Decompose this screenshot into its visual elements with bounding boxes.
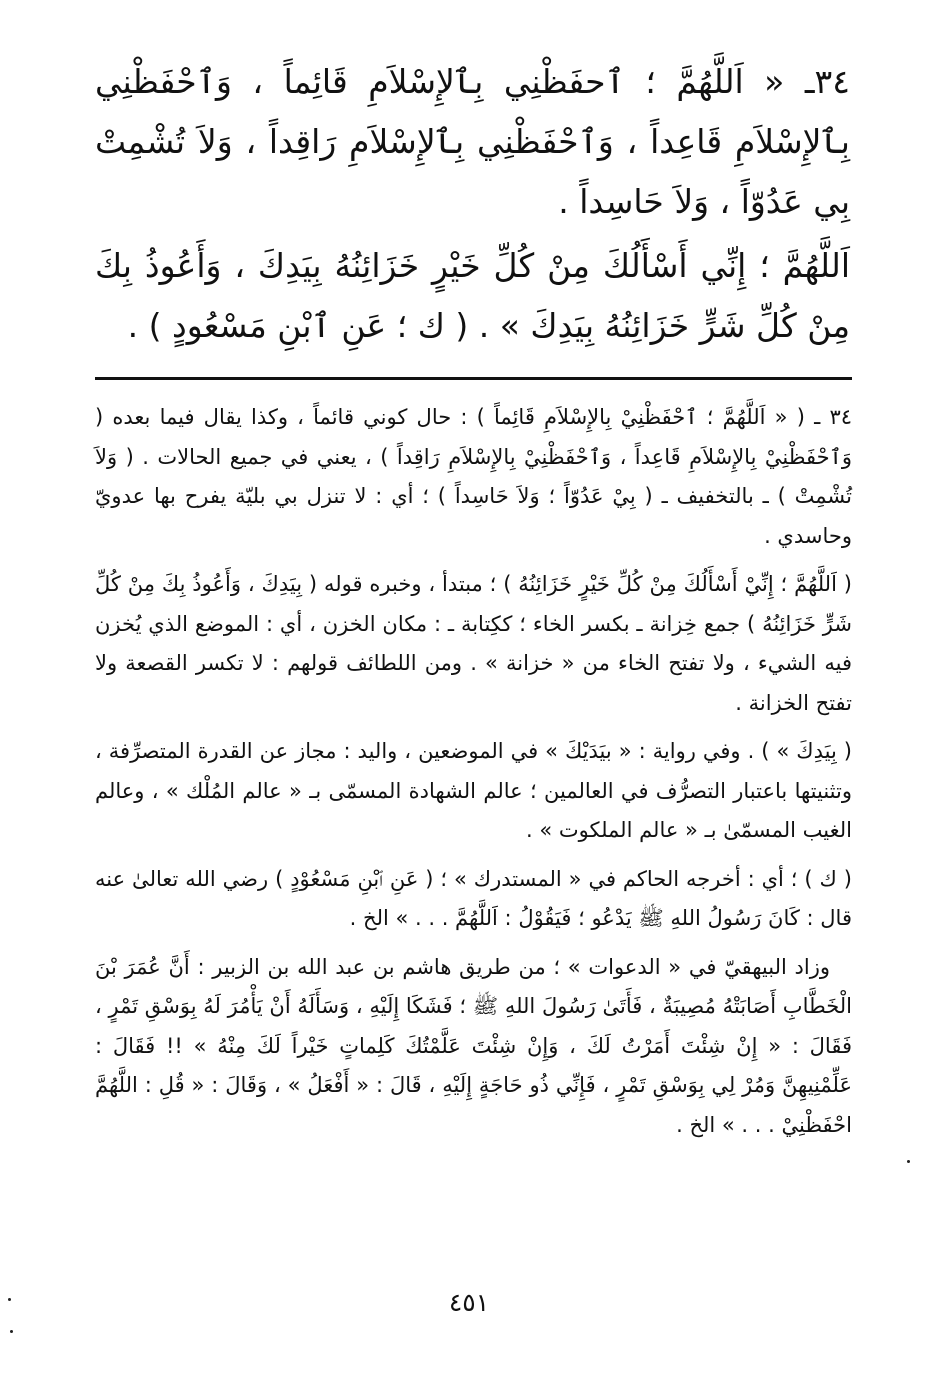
scan-speck — [10, 1330, 13, 1333]
page-number: ٤٥١ — [448, 1288, 490, 1317]
dua-paragraph: اَللَّهُمَّ ؛ إِنِّي أَسْأَلُكَ مِنْ كُلِّ خَيْرٍ خَزَائِنُهُ بِيَدِكَ ، وَأَعُوذُ بِكَ مِنْ كُلِّ شَرٍّ خَزَائِنُهُ بِيَدِكَ » . ( ك ؛ عَنِ ٱبْنِ مَسْعُودٍ ) . — [95, 246, 850, 345]
commentary-paragraph: ( بِيَدِكَ » ) . وفي رواية : « بيَدَيْكَ » في الموضعين ، واليد : مجاز عن القدرة المتصرِّفة ، وتثنيتها باعتبار التصرُّف في العالمين ؛ عالم الشهادة المسمّى بـ « عالم المُلْك » ، وعالم الغيب المسمّىٰ بـ « عالم الملكوت » . — [95, 739, 852, 842]
scan-speck — [907, 1160, 910, 1163]
commentary-paragraph: ( ك ) ؛ أي : أخرجه الحاكم في « المستدرك » ؛ ( عَنِ ٱبْنِ مَسْعُوْدٍ ) رضي الله تعالىٰ عنه قال : كَانَ رَسُولُ اللهِ ﷺ يَدْعُو ؛ فَيَقُوْلُ : اَللَّهُمَّ . . . » الخ . — [95, 866, 852, 930]
hadith-text-block — [95, 52, 850, 360]
commentary-paragraph: ( اَللَّهُمَّ ؛ إِنِّيْ أَسْأَلُكَ مِنْ كُلِّ خَيْرٍ خَزَائِنُهُ ) ؛ مبتدأ ، وخبره قوله ( بِيَدِكَ ، وَأَعُوذُ بِكَ مِنْ كُلِّ شَرٍّ خَزَائِنُهُ ) جمع خِزانة ـ بكسر الخاء ؛ ككِتابة ـ : مكان الخزن ، أي : الموضع الذي يُخزن فيه الشيء ، ولا تفتح الخاء من « خزانة » . ومن اللطائف قولهم : لا تكسر القصعة ولا تفتح الخزانة . — [95, 572, 852, 715]
commentary-block — [95, 398, 852, 1154]
separator-rule — [95, 377, 852, 380]
commentary-paragraph: وزاد البيهقيّ في « الدعوات » ؛ من طريق هاشم بن عبد الله بن الزبير : أَنَّ عُمَرَ بْنَ الْخَطَّابِ أَصَابَتْهُ مُصِيبَةٌ ، فَأَتَىٰ رَسُولَ اللهِ ﷺ ؛ فَشَكَا إِلَيْهِ ، وَسَأَلَهُ أَنْ يَأْمُرَ لَهُ بِوَسْقِ تَمْرٍ ، فَقَالَ : « إِنْ شِئْتَ أَمَرْتُ لَكَ ، وَإِنْ شِئْتَ عَلَّمْتُكَ كَلِماتٍ خَيْراً لَكَ مِنْهُ » !! فَقَالَ : عَلِّمْنِيهِنَّ وَمُرْ لِي بِوَسْقِ تَمْرٍ ، فَإِنِّي ذُو حَاجَةٍ إِلَيْهِ ، قَالَ : « أَفْعَلُ » ، وَقَالَ : « قُلِ : اللَّهُمَّ احْفَظْنِيْ . . . » الخ . — [95, 954, 852, 1137]
hadith-paragraph: ٣٤ـ « اَللَّهُمَّ ؛ ٱحفَظْنِي بِٱلإِسْلاَمِ قَائِماً ، وَٱحْفَظْنِي بِٱلإِسْلاَمِ قَاعِداً ، وَٱحْفَظْنِي بِٱلإِسْلاَمِ رَاقِداً ، وَلاَ تُشْمِتْ بِي عَدُوّاً ، وَلاَ حَاسِداً . — [95, 62, 850, 221]
scan-speck — [8, 1298, 11, 1301]
commentary-paragraph: ٣٤ ـ ( « اَللَّهُمَّ ؛ ٱحْفَظْنِيْ بِالإِسْلاَمِ قَائِماً ) : حال كوني قائماً ، وكذا يقال فيما بعده ( وَٱحْفَظْنِيْ بِالإِسْلاَمِ قَاعِداً ، وَٱحْفَظْنِيْ بِالإِسْلاَمِ رَاقِداً ) ، يعني في جميع الحالات . ( وَلاَ تُشْمِتْ ) ـ بالتخفيف ـ ( بِيْ عَدُوّاً ؛ وَلاَ حَاسِداً ) ؛ أي : لا تنزل بي بليّة يفرح بها عدويّ وحاسدي . — [95, 405, 852, 548]
